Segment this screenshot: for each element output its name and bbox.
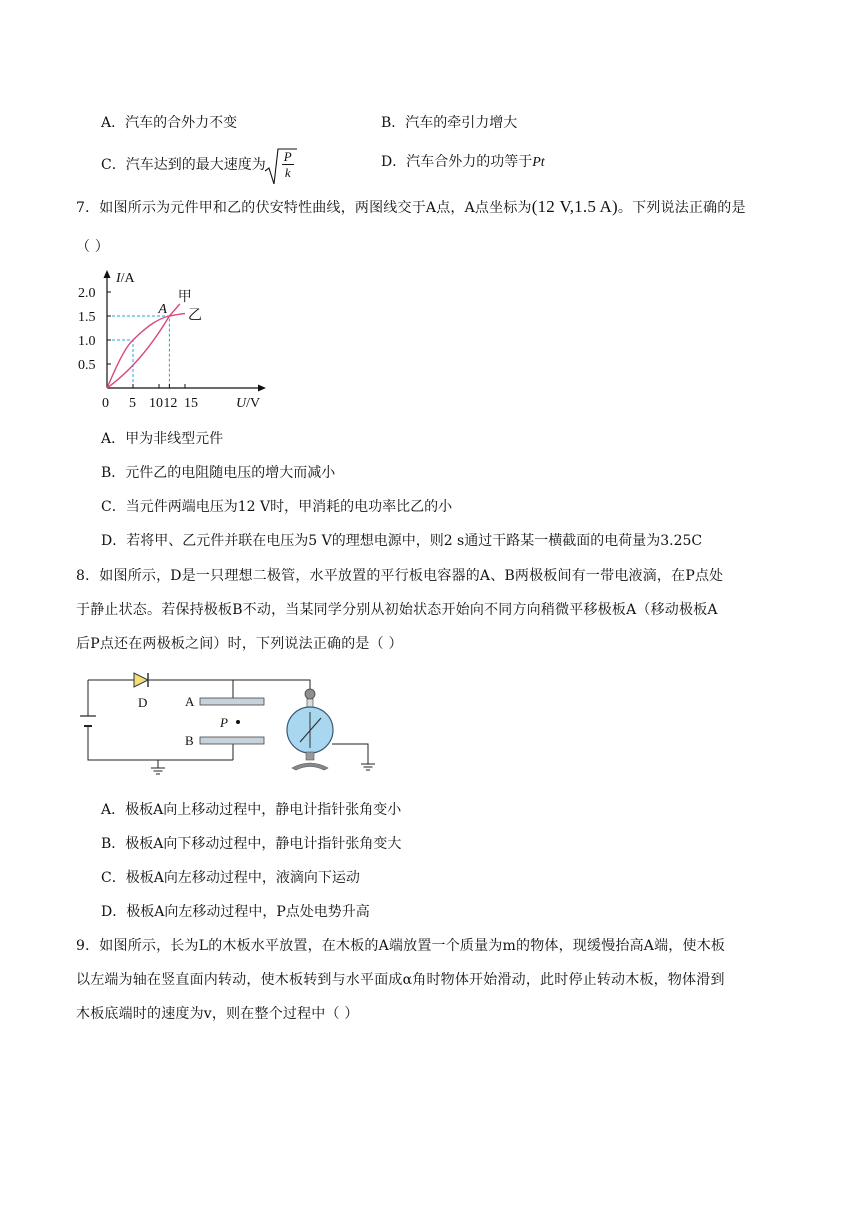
plate-a (200, 698, 264, 705)
capacitor-circuit-diagram (78, 668, 388, 780)
iv-characteristic-chart (76, 262, 286, 414)
series-jia-label: 甲 (177, 290, 192, 305)
x-tick-label: 0 (102, 396, 109, 411)
guide-line-point-a (107, 316, 169, 388)
q6-option-d-var: Pt (532, 155, 545, 170)
q7-stem-line1 (76, 197, 746, 217)
q8-option-a: A．极板A向上移动过程中，静电计指针张角变小 (101, 802, 402, 818)
q9-stem-line2: 以左端为轴在竖直面内转动，使木板转到与水平面成α角时物体开始滑动，此时停止转动木板，物体滑到 (76, 972, 725, 988)
sqrt-sign-icon (264, 147, 298, 187)
q8-option-b: B．极板A向下移动过程中，静电计指针张角变大 (101, 836, 402, 852)
series-yi-label: 乙 (188, 308, 202, 324)
x-tick-label: 10 (149, 396, 163, 411)
point-p-label: P (220, 715, 228, 730)
q9-stem-line1: 9．如图所示，长为L的木板水平放置，在木板的A端放置一个质量为m的物体，现缓慢抬高A端，使木板 (76, 938, 726, 954)
y-tick-label: 1.5 (78, 310, 96, 325)
y-axis-arrow (104, 270, 111, 278)
q6-option-c (101, 146, 298, 182)
x-tick-label: 12 (163, 396, 178, 411)
q8-stem-line1: 8．如图所示，D是一只理想二极管，水平放置的平行板电容器的A、B两极板间有一带电液滴，在P点处 (76, 568, 724, 584)
point-a-label: A (158, 302, 167, 317)
q8-stem-line3: 后P点还在两极板之间）时，下列说法正确的是（ ） (76, 636, 403, 652)
q7-stem-coordinate: (12 V,1.5 A) (531, 197, 618, 216)
q6-option-a: A．汽车的合外力不变 (101, 115, 238, 131)
q8-stem-line2: 于静止状态。若保持极板B不动，当某同学分别从初始状态开始向不同方向稍微平移极板A（移动极板A (76, 602, 718, 618)
plate-a-label: A (185, 694, 195, 709)
q6-option-d (381, 151, 545, 171)
q7-answer-paren: （ ） (76, 239, 110, 255)
diode-label: D (138, 695, 148, 710)
q7-option-d: D．若将甲、乙元件并联在电压为5 V的理想电源中，则2 s通过干路某一横截面的电荷量为3.25C (101, 533, 703, 549)
x-axis-label: U/V (236, 396, 261, 411)
q7-option-b: B．元件乙的电阻随电压的增大而减小 (101, 465, 336, 481)
fraction-denominator: k (284, 164, 291, 180)
x-axis-arrow (258, 385, 266, 392)
x-tick-label: 15 (184, 396, 198, 411)
diode-symbol (134, 673, 148, 687)
point-p-marker (236, 720, 240, 724)
plate-b (200, 737, 264, 744)
x-tick-label: 5 (129, 396, 136, 411)
y-axis-label: I/A (116, 271, 135, 286)
sqrt-expression (266, 149, 298, 180)
plate-b-label: B (185, 733, 194, 748)
y-tick-label: 0.5 (78, 358, 96, 373)
q8-option-c: C．极板A向左移动过程中，液滴向下运动 (101, 870, 360, 886)
q7-option-c: C．当元件两端电压为12 V时，甲消耗的电功率比乙的小 (101, 499, 453, 515)
q7-stem-text-end: 。下列说法正确的是 (617, 200, 746, 216)
q6-option-b: B．汽车的牵引力增大 (381, 115, 518, 131)
q6-option-d-text: D．汽车合外力的功等于 (381, 154, 533, 170)
q6-option-c-text: C．汽车达到的最大速度为 (101, 157, 266, 173)
q8-option-d: D．极板A向左移动过程中，P点处电势升高 (101, 904, 370, 920)
q7-option-a: A．甲为非线型元件 (101, 431, 224, 447)
q9-stem-line3: 木板底端时的速度为v，则在整个过程中（ ） (76, 1006, 359, 1022)
wire-top-right (148, 680, 310, 690)
y-tick-label: 1.0 (78, 334, 96, 349)
q7-stem-text: 7．如图所示为元件甲和乙的伏安特性曲线，两图线交于A点，A点坐标为 (76, 200, 532, 216)
electrometer (287, 689, 333, 770)
fraction-numerator: P (283, 148, 292, 164)
y-tick-label: 2.0 (78, 286, 96, 301)
